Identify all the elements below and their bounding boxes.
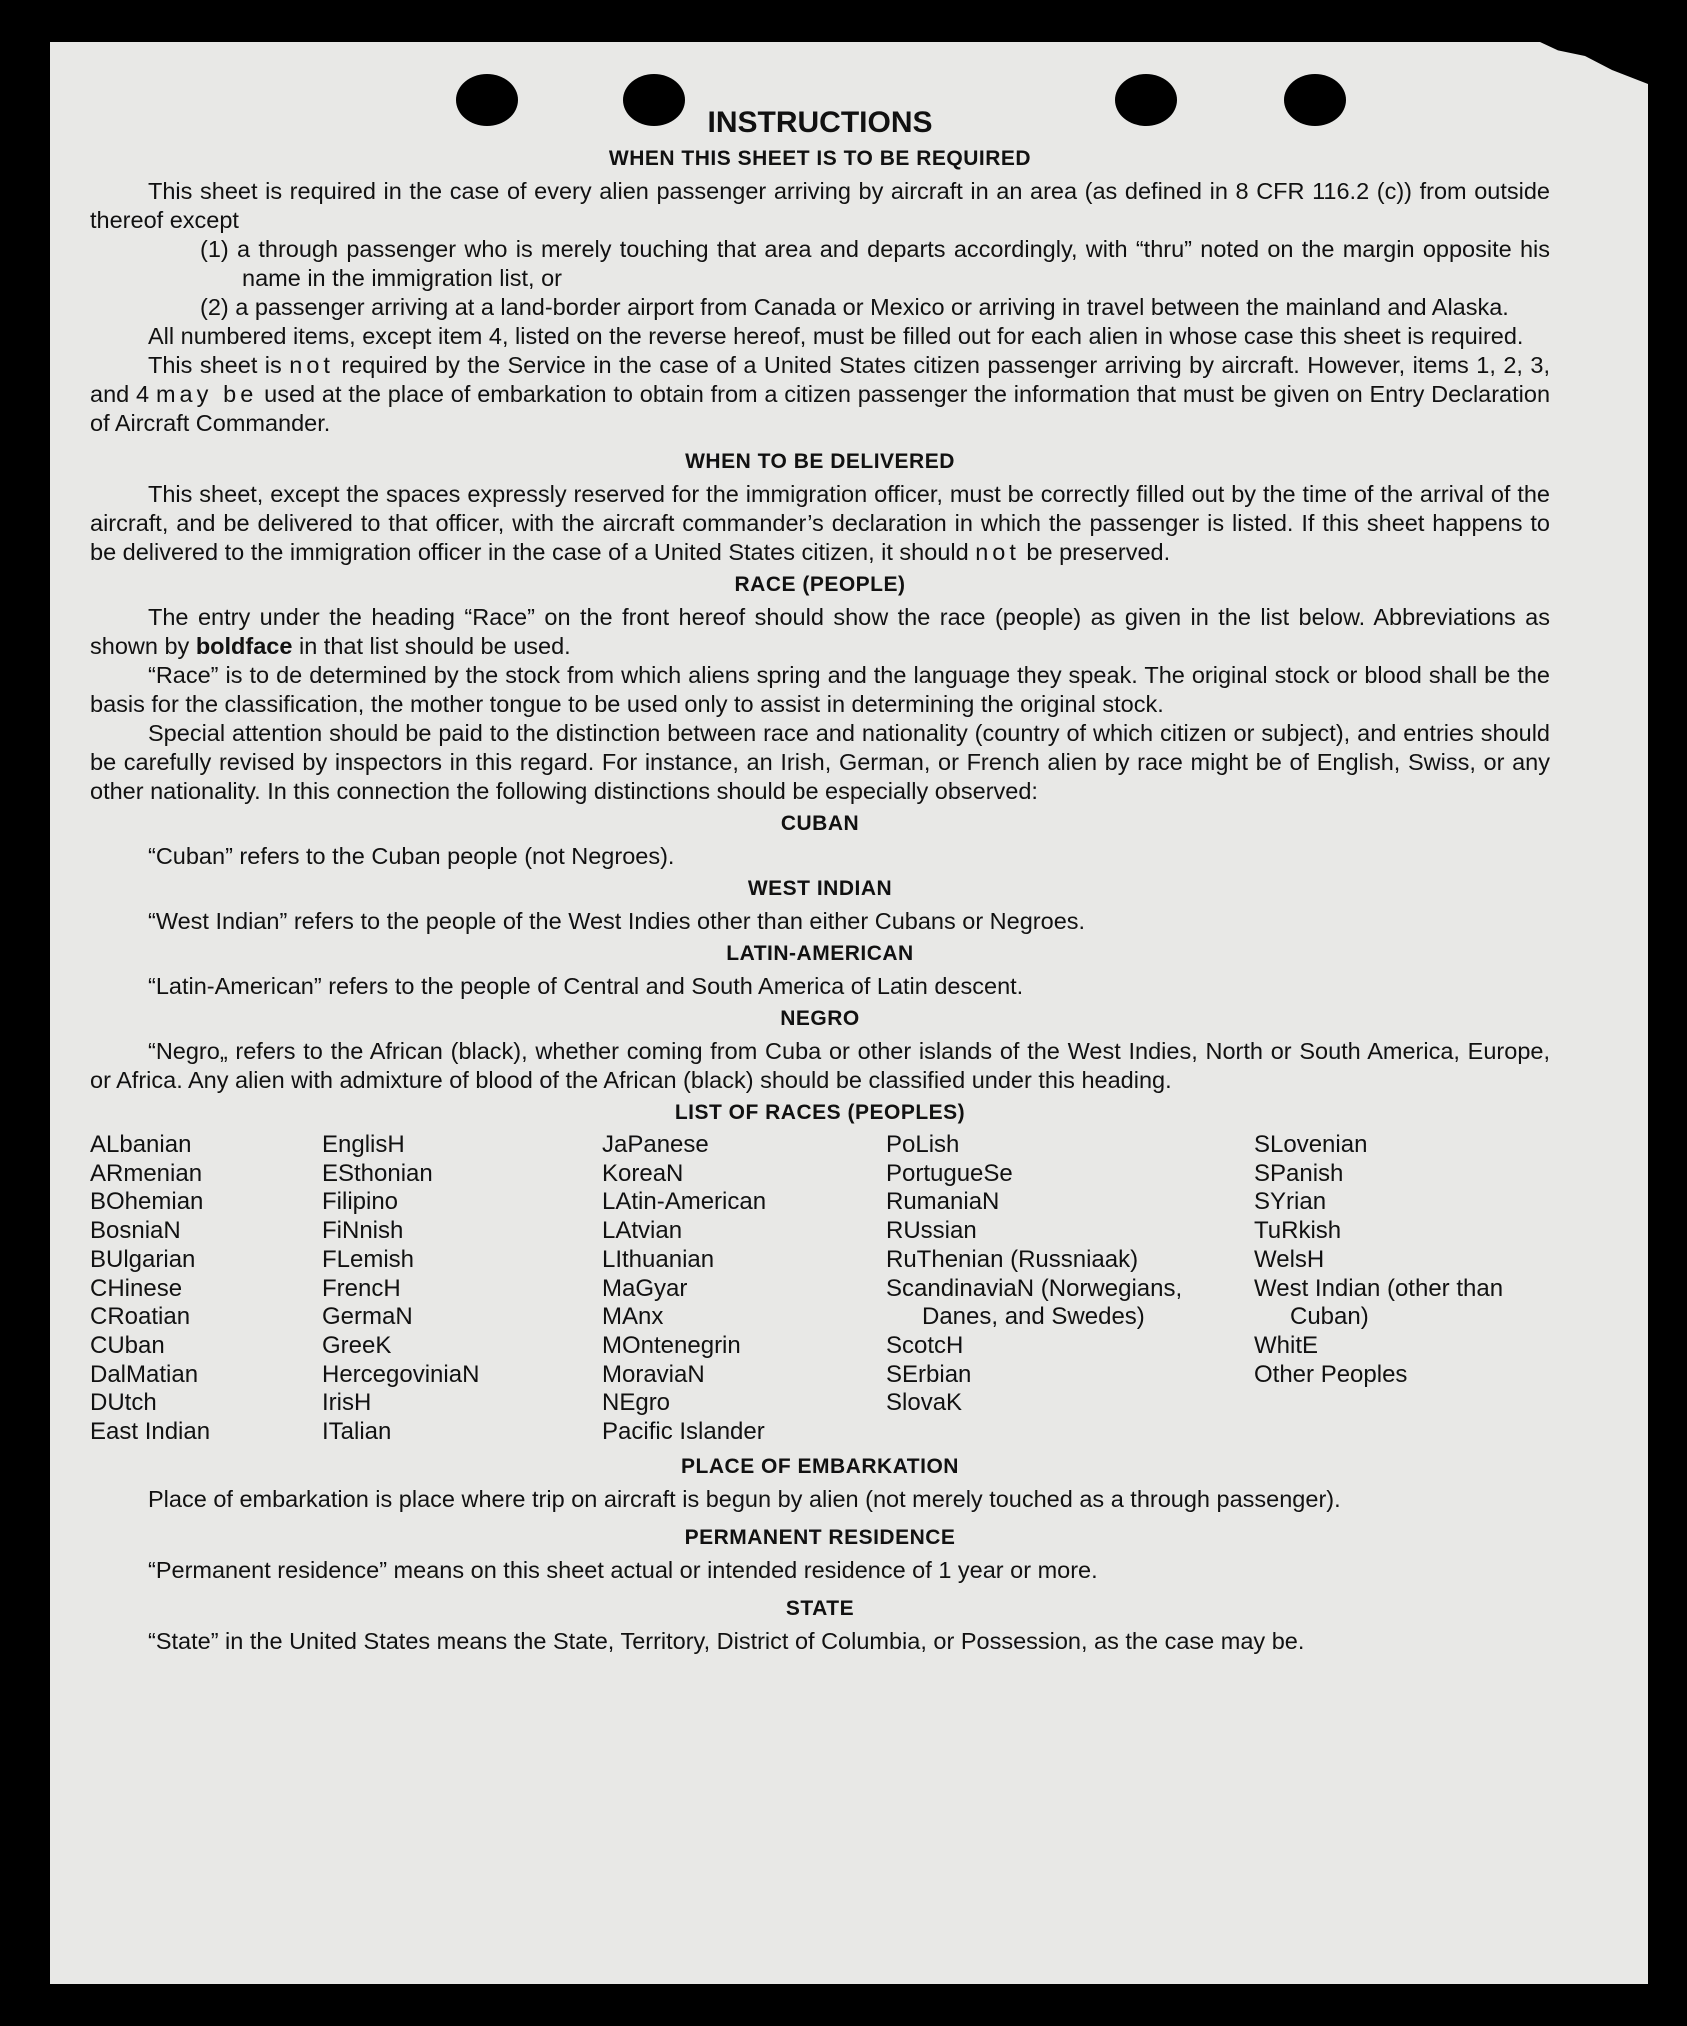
list-item: RUssian [886,1217,977,1245]
list-item: TuRkish [1254,1217,1342,1245]
list-item: KoreaN [602,1159,684,1187]
list-item: PortugueSe [886,1159,1013,1187]
residence-text: “Permanent residence” means on this sheet actual or intended residence of 1 year or more. [148,1556,1098,1583]
heading-state: STATE [785,1596,855,1620]
list-item: LIthuanian [602,1245,715,1273]
list-item: Filipino [322,1188,399,1216]
instructions-content [90,105,1550,1656]
list-item: BosniaN [90,1217,181,1245]
numbered-items-note: All numbered items, except item 4, listed on the reverse hereof, must be filled out for each alien in whose case this sheet is required. [148,323,1524,349]
list-item: CRoatian [90,1303,191,1331]
list-item: DalMatian [90,1360,199,1388]
list-item: West Indian (other than Cuban) [1254,1274,1504,1331]
race-column-3 [602,1131,886,1447]
list-item: BOhemian [90,1188,204,1216]
list-item: ITalian [322,1418,392,1446]
torn-corner [1468,42,1648,112]
list-item: GermaN [322,1303,413,1331]
list-of-races [90,1131,1550,1447]
heading-west-indian: WEST INDIAN [747,877,893,900]
race-column-5 [1254,1131,1514,1447]
list-item: GreeK [322,1331,392,1359]
list-item: ARmenian [90,1159,203,1187]
list-item: SErbian [886,1360,972,1388]
list-item: WelsH [1254,1245,1325,1273]
list-item: LAtvian [602,1217,683,1245]
heading-cuban: CUBAN [780,812,860,835]
heading-list-of-races: LIST OF RACES (PEOPLES) [674,1101,966,1124]
list-item: DUtch [90,1389,157,1417]
latin-american-text: “Latin-American” refers to the people of Central and South America of Latin descent. [148,973,1024,999]
cuban-text: “Cuban” refers to the Cuban people (not Negroes). [148,843,675,869]
list-item: SLovenian [1254,1131,1368,1158]
heading-permanent-residence: PERMANENT RESIDENCE [684,1525,956,1549]
race-paragraph-3: Special attention should be paid to the distinction between race and nationality (country of which citizen or subject), and entries should be carefully revised by inspectors in this regard. For instance, an Irish, German, or French alien by race might be of English, Swiss, or any other nationality. In this connection the following distinctions should be especially observed: [90,720,1550,804]
list-item: RuThenian (Russniaak) [886,1245,1139,1273]
list-item: MaGyar [602,1274,688,1302]
list-item: ESthonian [322,1159,433,1187]
list-item: MOntenegrin [602,1331,741,1359]
list-item: EnglisH [322,1131,405,1158]
required-intro: This sheet is required in the case of every alien passenger arriving by aircraft in an area (as defined in 8 CFR 116.2 (c)) from outside thereof except [90,178,1550,233]
list-item: IrisH [322,1389,372,1417]
west-indian-text: “West Indian” refers to the people of the West Indies other than either Cubans or Negroes. [148,908,1086,934]
heading-when-delivered: WHEN TO BE DELIVERED [685,450,955,473]
heading-race: RACE (PEOPLE) [734,573,906,596]
list-item: East Indian [90,1418,211,1446]
embarkation-text: Place of embarkation is place where trip on aircraft is begun by alien (not merely touched as a through passenger). [148,1485,1341,1512]
list-item: ScandinaviaN (Norwegians, Danes, and Swedes) [886,1274,1183,1331]
list-item: SPanish [1254,1159,1344,1187]
list-item: CHinese [90,1274,183,1302]
list-item: FLemish [322,1245,415,1273]
heading-latin-american: LATIN-AMERICAN [726,942,914,965]
heading-negro: NEGRO [780,1007,860,1030]
negro-text: “Negro„ refers to the African (black), whether coming from Cuba or other islands of the West Indies, North or South America, Europe, or Africa. Any alien with admixture of blood of the African (black) should be classified under this heading. [90,1038,1550,1093]
race-paragraph-1: The entry under the heading “Race” on the front hereof should show the race (people) as given in the list below. Abbreviations as shown by boldface in that list should be used. [90,604,1550,659]
page-title: INSTRUCTIONS [707,106,933,139]
heading-place-of-embarkation: PLACE OF EMBARKATION [681,1454,959,1478]
citizen-note: This sheet is not required by the Service in the case of a United States citizen passenger arriving by aircraft. However, items 1, 2, 3, and 4 may be used at the place of embarkation to obtain from a citizen passenger the information that must be given on Entry Declaration of Aircraft Commander. [90,352,1551,436]
race-paragraph-2: “Race” is to de determined by the stock from which aliens spring and the language they speak. The original stock or blood shall be the basis for the classification, the mother tongue to be used only to assist in determining the original stock. [90,662,1550,717]
list-item: ScotcH [886,1331,964,1359]
state-text: “State” in the United States means the State, Territory, District of Columbia, or Possession, as the case may be. [148,1627,1305,1654]
list-item: SlovaK [886,1389,963,1417]
list-item: FiNnish [322,1217,404,1245]
exception-item-2: (2) a passenger arriving at a land-border airport from Canada or Mexico or arriving in travel between the mainland and Alaska. [200,294,1509,320]
list-item: HercegoviniaN [322,1360,480,1388]
list-item: PoLish [886,1131,960,1158]
list-item: Pacific Islander [602,1418,765,1446]
list-item: MAnx [602,1303,664,1331]
list-item: JaPanese [602,1131,709,1158]
list-item: ALbanian [90,1131,192,1158]
list-item: LAtin-American [602,1188,767,1216]
list-item: CUban [90,1331,165,1359]
list-item: MoraviaN [602,1360,705,1388]
heading-when-required: WHEN THIS SHEET IS TO BE REQUIRED [608,147,1032,170]
delivered-text: This sheet, except the spaces expressly reserved for the immigration officer, must be correctly filled out by the time of the arrival of the aircraft, and be delivered to that officer, with the aircraft commander’s declaration in which the passenger is listed. If this sheet happens to be delivered to the immigration officer in the case of a United States citizen, it should not be preserved. [90,481,1550,565]
race-column-2 [322,1131,602,1447]
race-column-1 [90,1131,322,1447]
list-item: BUlgarian [90,1245,196,1273]
list-item: Other Peoples [1254,1360,1408,1388]
list-item: FrencH [322,1274,401,1302]
list-item: WhitE [1254,1331,1319,1359]
exception-item-1: (1) a through passenger who is merely touching that area and departs accordingly, with “thru” noted on the margin opposite his name in the immigration list, or [200,236,1550,291]
list-item: NEgro [602,1389,671,1417]
race-column-4 [886,1131,1254,1447]
list-item: SYrian [1254,1188,1327,1216]
list-item: RumaniaN [886,1188,1000,1216]
